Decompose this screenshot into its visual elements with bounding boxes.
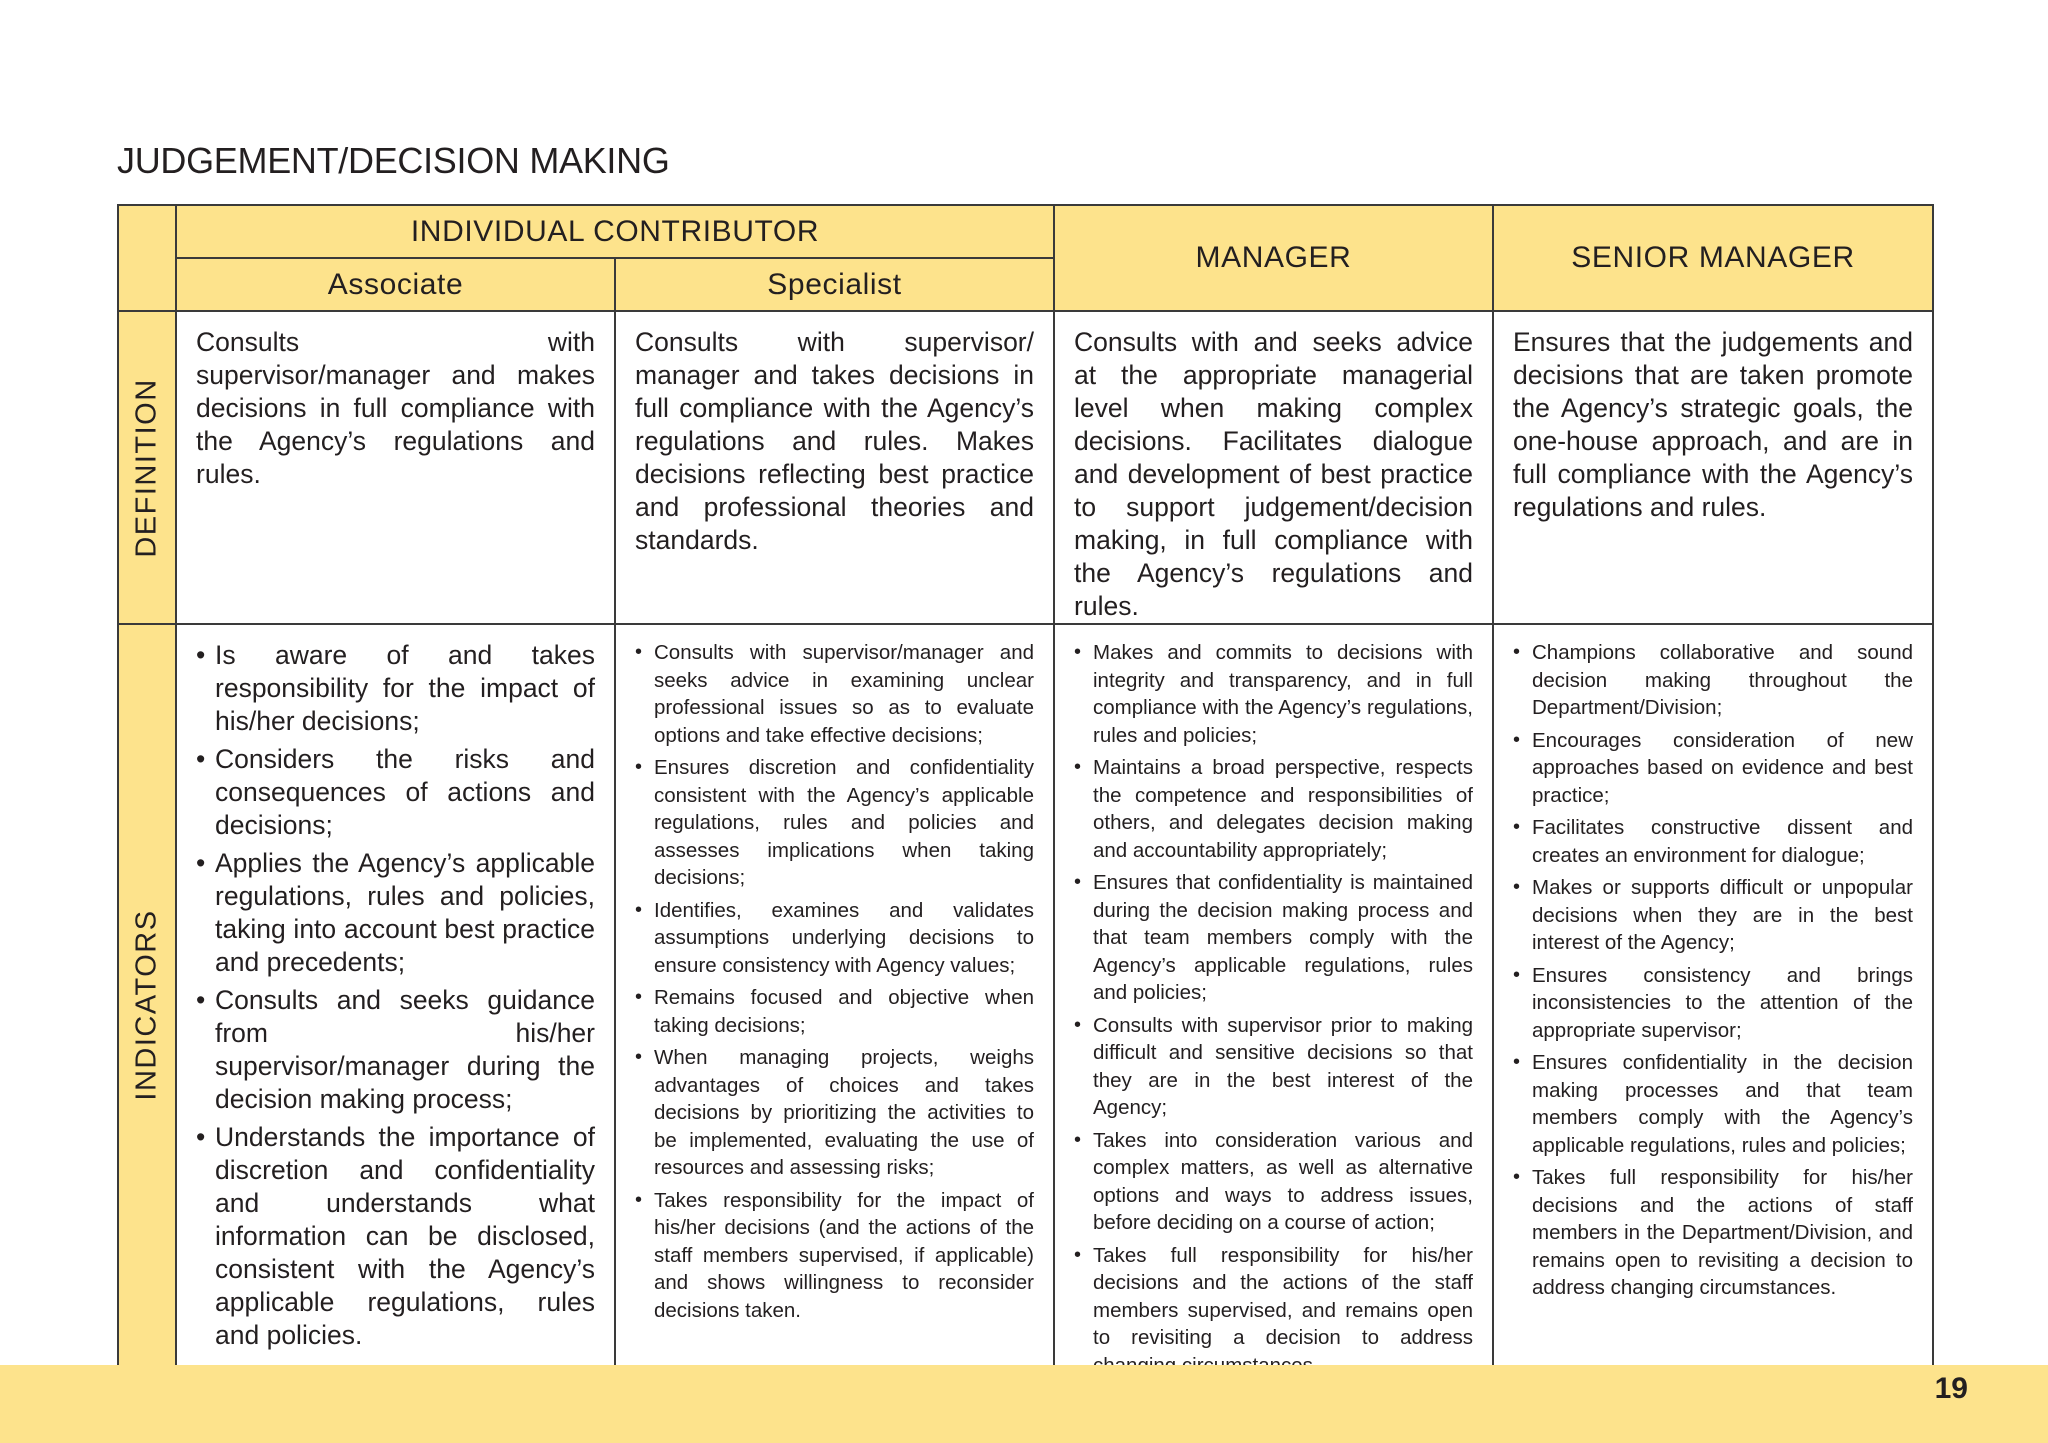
list-item: • Facilitates constructive dissent and creates an environment for dialogue; <box>1513 814 1913 869</box>
indicators-associate-list <box>196 639 595 1352</box>
list-item: • Considers the risks and consequences of actions and decisions; <box>196 743 595 842</box>
list-item: • Ensures consistency and brings inconsistencies to the attention of the appropriate supervisor; <box>1513 962 1913 1045</box>
definition-specialist: Consults with supervisor/ manager and takes decisions in full compliance with the Agency’s regulations and rules. Makes decisions reflecting best practice and professional theories and standards. <box>635 327 1034 555</box>
list-item: • Takes into consideration various and complex matters, as well as alternative options and ways to address issues, before deciding on a course of action; <box>1074 1127 1473 1237</box>
list-item: • Ensures confidentiality in the decision making processes and that team members comply with the Agency’s applicable regulations, rules and policies; <box>1513 1049 1913 1159</box>
page-number: 19 <box>1934 1372 1968 1405</box>
indicators-manager-cell <box>1054 624 1493 1385</box>
definition-label: DEFINITION <box>130 377 163 558</box>
list-item: • Takes full responsibility for his/her decisions and the actions of staff members in the Department/Division, and remains open to revisiting a decision to address changing circumstances. <box>1513 1164 1913 1302</box>
definition-manager: Consults with and seeks advice at the appropriate managerial level when making complex decisions. Facilitates dialogue and development of best practice to support judgement/decision making, in full compliance with the Agency’s regulations and rules. <box>1074 327 1473 621</box>
indicators-row-label-cell <box>118 624 176 1385</box>
corner-cell <box>118 205 176 311</box>
header-senior-manager: SENIOR MANAGER <box>1493 205 1933 311</box>
list-item: • Makes and commits to decisions with integrity and transparency, and in full compliance with the Agency’s regulations, rules and policies; <box>1074 639 1473 749</box>
definition-associate-cell <box>176 311 615 624</box>
list-item: • Identifies, examines and validates assumptions underlying decisions to ensure consistency with Agency values; <box>635 897 1034 980</box>
indicators-row <box>118 624 1933 1385</box>
indicators-manager-list <box>1074 639 1473 1379</box>
header-specialist: Specialist <box>615 258 1054 311</box>
competency-table <box>117 204 1934 1386</box>
definition-senior-manager-cell <box>1493 311 1933 624</box>
list-item: • Is aware of and takes responsibility for the impact of his/her decisions; <box>196 639 595 738</box>
list-item: • Ensures that confidentiality is maintained during the decision making process and that team members comply with the Agency’s applicable regulations, rules and policies; <box>1074 869 1473 1007</box>
definition-row <box>118 311 1933 624</box>
list-item: • Champions collaborative and sound decision making throughout the Department/Division; <box>1513 639 1913 722</box>
indicators-label: INDICATORS <box>130 908 163 1101</box>
definition-row-label-cell <box>118 311 176 624</box>
indicators-specialist-list <box>635 639 1034 1324</box>
list-item: • Makes or supports difficult or unpopular decisions when they are in the best interest of the Agency; <box>1513 874 1913 957</box>
list-item: • Applies the Agency’s applicable regulations, rules and policies, taking into account best practice and precedents; <box>196 847 595 979</box>
definition-manager-cell <box>1054 311 1493 624</box>
list-item: • Consults and seeks guidance from his/her supervisor/manager during the decision making process; <box>196 984 595 1116</box>
list-item: • Takes responsibility for the impact of his/her decisions (and the actions of the staff members supervised, if applicable) and shows willingness to reconsider decisions taken. <box>635 1187 1034 1325</box>
list-item: • Ensures discretion and confidentiality consistent with the Agency’s applicable regulations, rules and policies and assesses implications when taking decisions; <box>635 754 1034 892</box>
list-item: • When managing projects, weighs advantages of choices and takes decisions by prioritizing the activities to be implemented, evaluating the use of resources and assessing risks; <box>635 1044 1034 1182</box>
definition-senior-manager: Ensures that the judgements and decisions that are taken promote the Agency’s strategic goals, the one-house approach, and are in full compliance with the Agency’s regulations and rules. <box>1513 327 1913 522</box>
list-item: • Remains focused and objective when taking decisions; <box>635 984 1034 1039</box>
indicators-senior-manager-list <box>1513 639 1913 1302</box>
list-item: • Understands the importance of discretion and confidentiality and understands what information can be disclosed, consistent with the Agency’s applicable regulations, rules and policies. <box>196 1121 595 1352</box>
header-manager: MANAGER <box>1054 205 1493 311</box>
list-item: • Encourages consideration of new approaches based on evidence and best practice; <box>1513 727 1913 810</box>
header-associate: Associate <box>176 258 615 311</box>
indicators-specialist-cell <box>615 624 1054 1385</box>
list-item: • Consults with supervisor prior to making difficult and sensitive decisions so that they are in the best interest of the Agency; <box>1074 1012 1473 1122</box>
list-item: • Takes full responsibility for his/her decisions and the actions of the staff members supervised, and remains open to revisiting a decision to address <box>1074 1242 1473 1380</box>
footer-band <box>0 1365 2048 1443</box>
definition-associate: Consults with supervisor/manager and makes decisions in full compliance with the Agency’s regulations and rules. <box>196 327 595 489</box>
list-item: • Maintains a broad perspective, respects the competence and responsibilities of others, and delegates decision making and accountability appropriately; <box>1074 754 1473 864</box>
indicators-associate-cell <box>176 624 615 1385</box>
indicators-senior-manager-cell <box>1493 624 1933 1385</box>
header-individual-contributor: INDIVIDUAL CONTRIBUTOR <box>176 205 1054 258</box>
page-title: JUDGEMENT/DECISION MAKING <box>117 140 670 181</box>
list-item: • Consults with supervisor/manager and seeks advice in examining unclear professional issues so as to evaluate options and take effective decisions; <box>635 639 1034 749</box>
definition-specialist-cell <box>615 311 1054 624</box>
